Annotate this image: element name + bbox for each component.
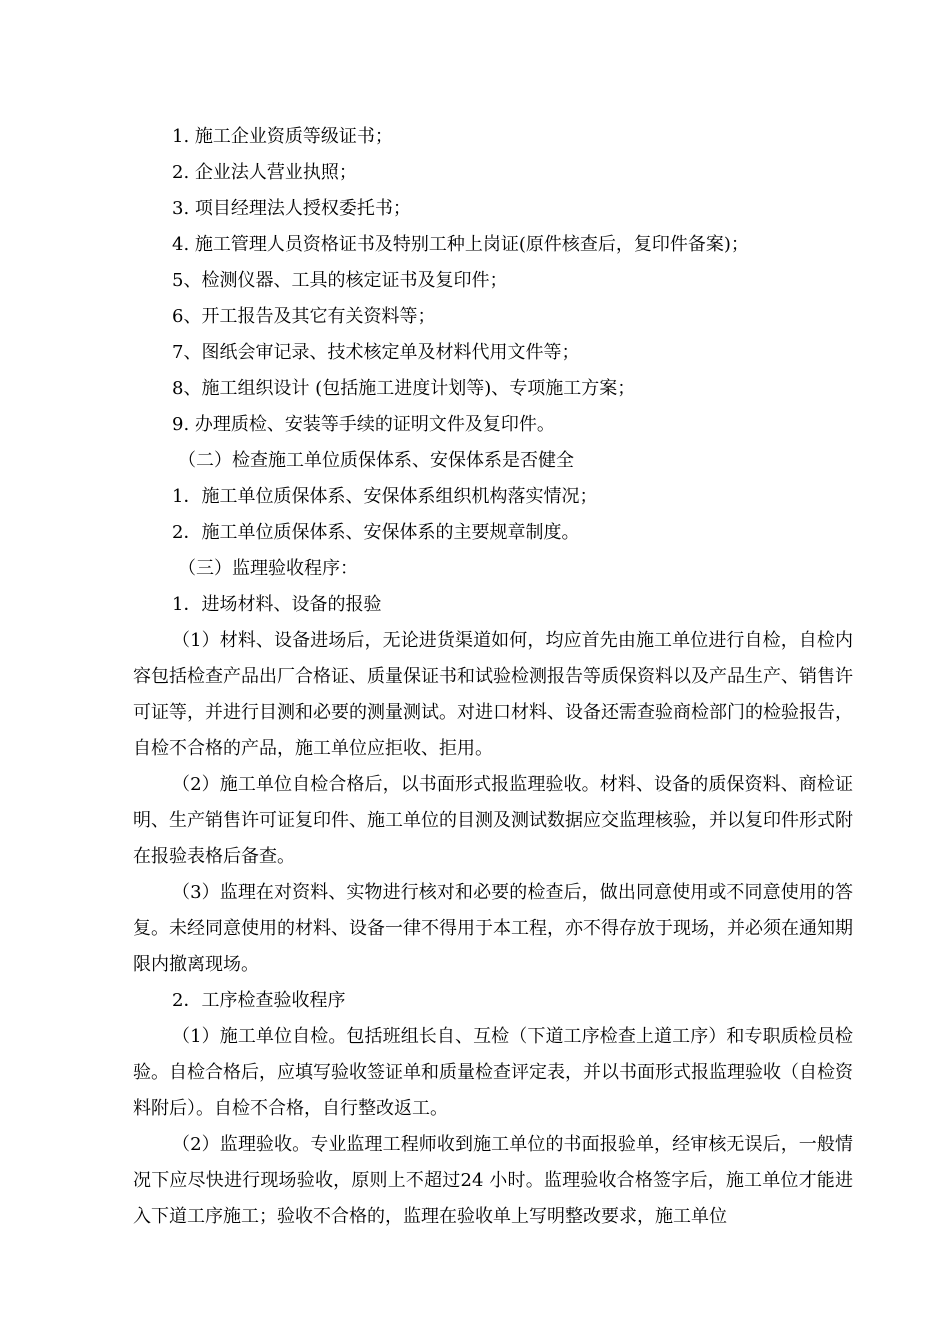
subsection-heading: 2．工序检查验收程序 [172, 990, 346, 1011]
list-item: 2．施工单位质保体系、安保体系的主要规章制度。 [172, 522, 580, 543]
subsection-heading: 1．进场材料、设备的报验 [172, 594, 382, 615]
paragraph: （2）施工单位自检合格后，以书面形式报监理验收。材料、设备的质保资料、商检证明、生产销售许可证复印件、施工单位的目测及测试数据应交监理核验，并以复印件形式附在报验表格后备查。 [133, 774, 853, 867]
list-item: 3. 项目经理法人授权委托书； [172, 198, 411, 219]
list-item: 7、图纸会审记录、技术核定单及材料代用文件等； [172, 342, 580, 363]
list-item: 8、施工组织设计 (包括施工进度计划等)、专项施工方案； [172, 378, 636, 399]
list-item: 1. 施工企业资质等级证书； [172, 126, 393, 147]
paragraph: （2）监理验收。专业监理工程师收到施工单位的书面报验单，经审核无误后，一般情况下应尽快进行现场验收，原则上不超过24 小时。监理验收合格签字后，施工单位才能进入下道工序施工；验收不合格的，监理在验收单上写明整改要求，施工单位 [133, 1134, 853, 1227]
list-item: 2. 企业法人营业执照； [172, 162, 357, 183]
list-item: 6、开工报告及其它有关资料等； [172, 306, 436, 327]
document-body [133, 119, 853, 1235]
list-item: 4. 施工管理人员资格证书及特别工种上岗证(原件核查后，复印件备案)； [172, 234, 749, 255]
list-item: 1．施工单位质保体系、安保体系组织机构落实情况； [172, 486, 598, 507]
section-heading: （三）监理验收程序： [178, 558, 358, 579]
paragraph: （1）施工单位自检。包括班组长自、互检（下道工序检查上道工序）和专职质检员检验。自检合格后，应填写验收签证单和质量检查评定表，并以书面形式报监理验收（自检资料附后）。自检不合格，自行整改返工。 [133, 1026, 853, 1119]
section-heading: （二）检查施工单位质保体系、安保体系是否健全 [178, 450, 574, 471]
list-item: 9. 办理质检、安装等手续的证明文件及复印件。 [172, 414, 555, 435]
paragraph: （3）监理在对资料、实物进行核对和必要的检查后，做出同意使用或不同意使用的答复。未经同意使用的材料、设备一律不得用于本工程，亦不得存放于现场，并必须在通知期限内撤离现场。 [133, 882, 853, 975]
paragraph: （1）材料、设备进场后，无论进货渠道如何，均应首先由施工单位进行自检，自检内容包括检查产品出厂合格证、质量保证书和试验检测报告等质保资料以及产品生产、销售许可证等，并进行目测和必要的测量测试。对进口材料、设备还需查验商检部门的检验报告，自检不合格的产品，施工单位应拒收、拒用。 [133, 630, 853, 759]
list-item: 5、检测仪器、工具的核定证书及复印件； [172, 270, 508, 291]
